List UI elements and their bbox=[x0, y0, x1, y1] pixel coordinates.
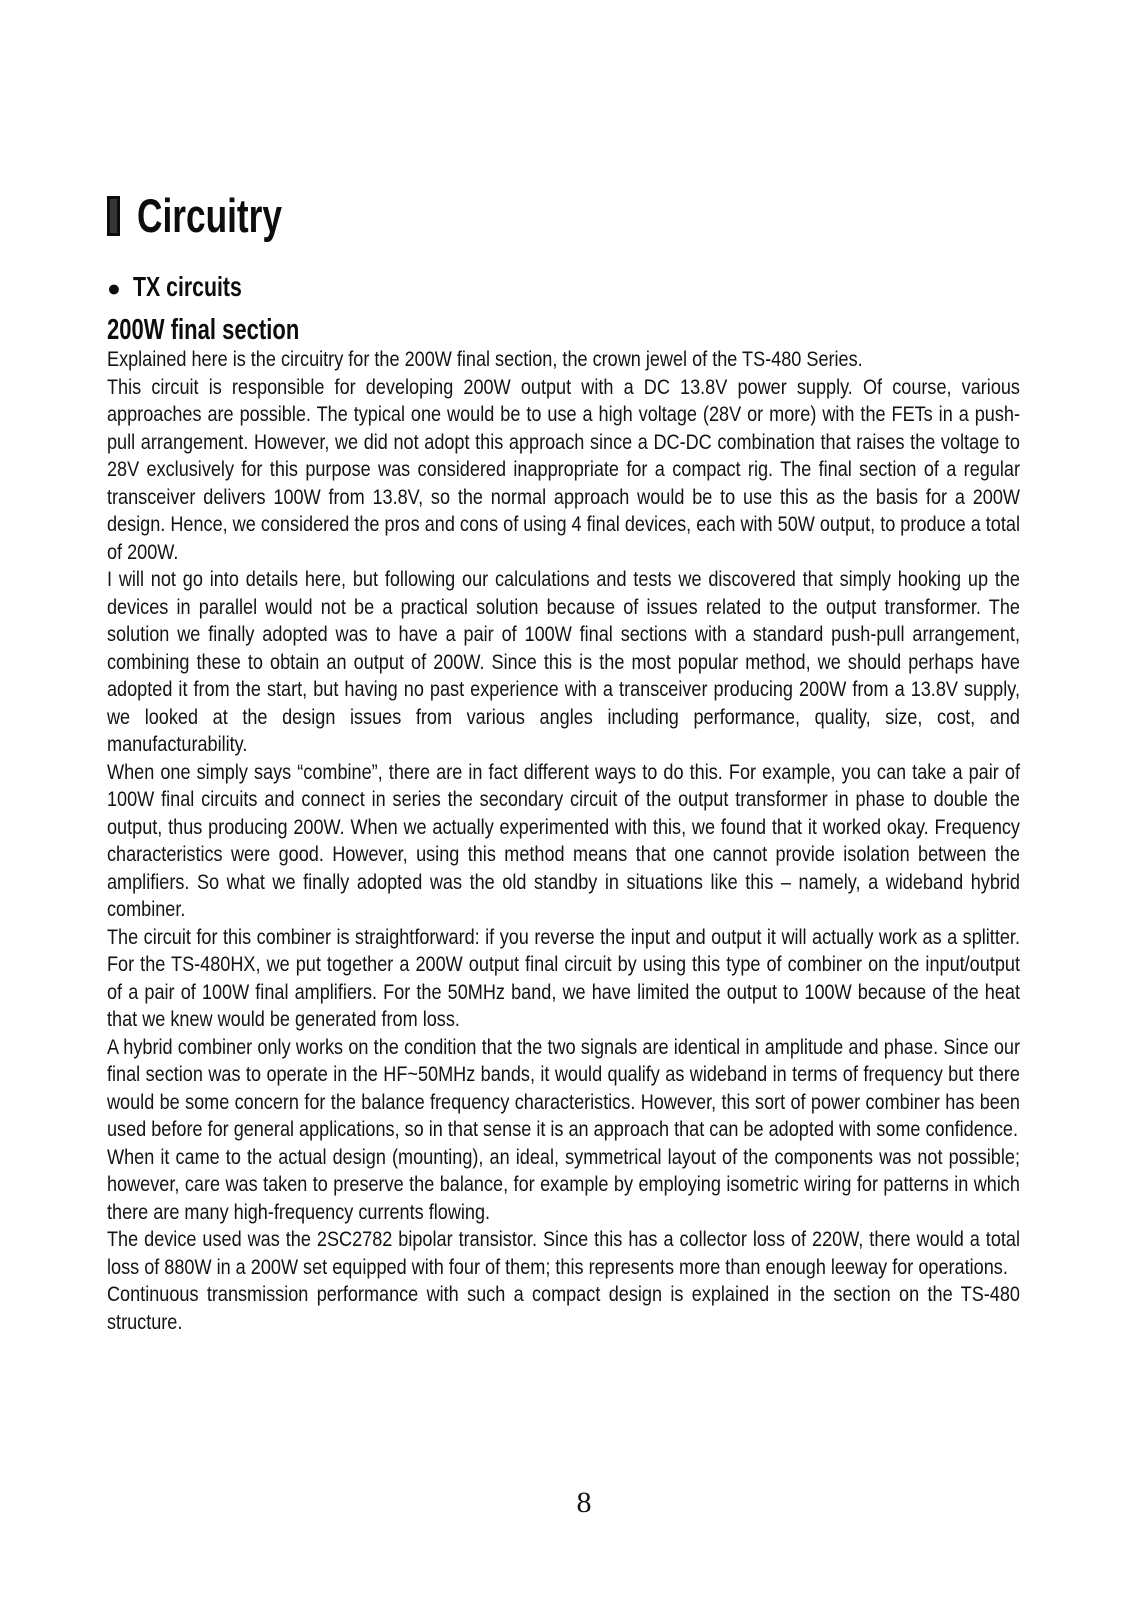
section-title: TX circuits bbox=[132, 271, 242, 302]
paragraph-1: Explained here is the circuitry for the 200W final section, the crown jewel of the TS-480 Series. bbox=[107, 348, 863, 371]
section-heading bbox=[107, 270, 276, 305]
page-number: 8 bbox=[576, 1486, 592, 1519]
paragraph-9: Continuous transmission performance with such a compact design is explained in the section on the TS-480 structure. bbox=[107, 1283, 1020, 1334]
body-text bbox=[107, 346, 1020, 1336]
paragraph-7: When it came to the actual design (mounting), an ideal, symmetrical layout of the components was not possible; however, care was taken to preserve the balance, for example by employing isometric wiring for patterns in which there are many high-frequency currents flowing. bbox=[107, 1145, 1020, 1224]
paragraph-6: A hybrid combiner only works on the condition that the two signals are identical in amplitude and phase. Since our final section was to operate in the HF~50MHz bands, it would qualify as wideband in terms of frequency but there would be some concern for the balance frequency characteristics. However, this sort of power combiner has been used before for general applications, so in that sense it is an approach that can be adopted with some confidence. bbox=[107, 1035, 1020, 1141]
paragraph-2: This circuit is responsible for developing 200W output with a DC 13.8V power supply. Of course, various approaches are possible. The typical one would be to use a high voltage (28V or more) with the FETs in a push-pull arrangement. However, we did not adopt this approach since a DC-DC combination that raises the voltage to 28V exclusively for this purpose was considered inappropriate for a compact rig. The final section of a regular transceiver delivers 100W from 13.8V, so the normal approach would be to use this as the basis for a 200W design. Hence, we considered the pros and cons of using 4 final devices, each with 50W output, to produce a total of 200W. bbox=[107, 375, 1020, 564]
paragraph-3: I will not go into details here, but following our calculations and tests we discovered that simply hooking up the devices in parallel would not be a practical solution because of issues related to the output transformer. The solution we finally adopted was to have a pair of 100W final sections with a standard push-pull arrangement, combining these to obtain an output of 200W. Since this is the most popular method, we should perhaps have adopted it from the start, but having no past experience with a transceiver producing 200W from a 13.8V supply, we looked at the design issues from various angles including performance, quality, size, cost, and manufacturability. bbox=[107, 568, 1020, 756]
chapter-title: Circuitry bbox=[137, 189, 282, 242]
paragraph-8: The device used was the 2SC2782 bipolar transistor. Since this has a collector loss of 220W, there would a total loss of 880W in a 200W set equipped with four of them; this represents more than enough leeway for operations. bbox=[107, 1228, 1020, 1279]
paragraph-4: When one simply says “combine”, there are in fact different ways to do this. For example, you can take a pair of 100W final circuits and connect in series the secondary circuit of the output transformer in phase to double the output, thus producing 200W. When we actually experimented with this, we found that it worked okay. Frequency characteristics were good. However, using this method means that one cannot provide isolation between the amplifiers. So what we finally adopted was the old standby in situations like this – namely, a wideband hybrid combiner. bbox=[107, 760, 1020, 921]
paragraph-5: The circuit for this combiner is straightforward: if you reverse the input and output it will actually work as a splitter. For the TS-480HX, we put together a 200W output final circuit by using this type of combiner on the input/output of a pair of 100W final amplifiers. For the 50MHz band, we have limited the output to 100W because of the heat that we knew would be generated from loss. bbox=[107, 925, 1020, 1031]
chapter-heading bbox=[107, 189, 330, 243]
subsection-title: 200W final section bbox=[107, 314, 300, 346]
heading-bar-icon bbox=[107, 196, 120, 236]
bullet-icon: ● bbox=[107, 275, 121, 301]
